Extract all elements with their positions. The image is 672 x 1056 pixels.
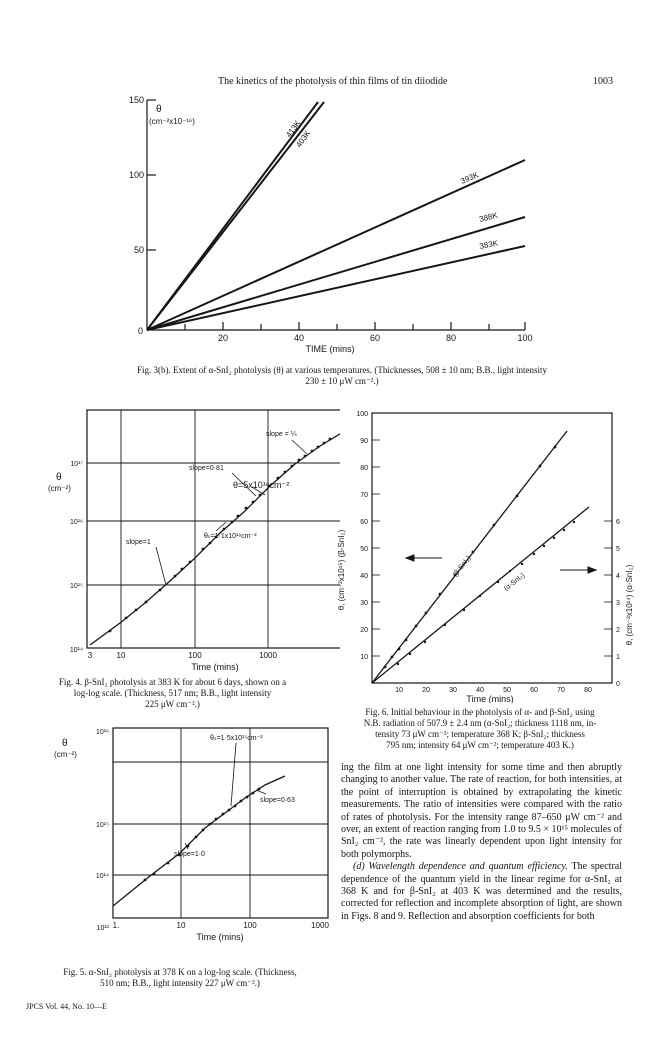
fig5-xtick: 10 [176,921,186,930]
fig5-ytick: 10¹⁵ [95,822,109,829]
fig3b-label-388k: 388K [478,210,499,224]
fig6-ytick-left: 10 [360,654,368,661]
fig6-ytick-left: 40 [360,573,368,580]
fig4-xtick: 3 [87,651,93,660]
fig4-xtick: 10 [116,651,126,660]
fig6-caption-4: 795 nm; intensity 64 μW cm⁻²; temperature 403 K.) [386,740,574,750]
fig3b-xtick: 20 [217,333,229,343]
fig6-ytick-left: 70 [360,492,368,499]
fig6-xtick: 80 [584,687,592,694]
fig5-chart [20,718,340,948]
fig5-xtick: 1. [112,921,120,930]
fig6-xtick: 40 [476,687,484,694]
fig6-ytick-right: 4 [616,573,620,580]
fig5-ylabel-theta: θ [62,738,68,749]
fig5-annotation-theta-s: θₛ=1·5x10¹⁵cm⁻² [210,735,263,742]
fig4-ylabel-units: (cm⁻²) [48,484,71,493]
body-paragraph-2-heading: (d) Wavelength dependence and quantum efficiency. [353,861,568,873]
fig4-ytick: 10¹⁷ [70,461,83,468]
footer-journal: JPCS Vol. 44, No. 10—E [26,1002,107,1011]
fig4-annotation-slope-081: slope=0·81 [189,465,224,472]
fig6-ytick-left: 30 [360,600,368,607]
fig4-chart [20,398,340,676]
fig4-ytick: 10¹⁴ [69,647,83,654]
fig6-xtick: 30 [449,687,457,694]
fig3b-chart [100,90,550,360]
fig6-chart [330,405,635,703]
fig5-xtick: 100 [243,921,257,930]
fig6-xtick: 20 [422,687,430,694]
fig3b-line-388k [147,217,525,330]
fig6-label-alpha: (α-SnI₂) [502,572,527,593]
fig6-xtick: 70 [557,687,565,694]
fig6-caption-1: Fig. 6. Initial behaviour in the photolysis of α- and β-SnI₂ using [365,707,595,717]
svg-text:0: 0 [137,326,143,336]
fig4-caption-2: log-log scale. (Thickness, 517 nm; B.B., light intensity [73,688,272,698]
fig3b-ytick: 50 [133,245,144,255]
fig3b-caption-1: Fig. 3(b). Extent of α-SnI₂ photolysis (θ) at various temperatures. (Thicknesses, 508 ± 10 nm; B.B., light intensity [136,365,548,375]
fig5-caption-2: 510 nm; B.B., light intensity 227 μW cm⁻².) [100,978,260,988]
fig4-ytick: 10¹⁵ [69,583,83,590]
fig4-xlabel: Time (mins) [191,662,239,672]
fig6-xtick: 60 [530,687,538,694]
fig6-left-axis-label: θ, (cm⁻²x10¹⁵) (β-SnI₂) [337,529,346,611]
fig6-right-axis-label: θ, (cm⁻²x10¹⁴) (α-SnI₂) [625,564,634,646]
page-number: 1003 [593,76,613,87]
fig6-ytick-left: 50 [360,546,368,553]
fig3b-line-393k [147,160,525,330]
fig6-label-beta: (β-SnI₂) [452,554,473,579]
fig4-xtick: 100 [188,651,202,660]
running-title: The kinetics of the photolysis of thin films of tin diiodide [218,76,448,87]
fig6-ytick-right: 3 [616,600,620,607]
fig6-ytick-left: 90 [360,438,368,445]
fig3b-xtick: 60 [369,333,381,343]
fig4-annotation-slope-quarter: slope = ¼ [266,431,297,438]
fig6-ytick-left: 100 [356,411,368,418]
fig6-ytick-right: 6 [616,519,620,526]
fig4-annotation-theta-s: θₛ=1·1x10¹⁶cm⁻² [204,533,257,540]
fig3b-ylabel-units: (cm⁻²x10⁻¹⁶) [149,117,195,126]
fig6-ytick-left: 60 [360,519,368,526]
body-paragraph-1: ing the film at one light intensity for some time and then abruptly changing to another value. The rate of reaction, for both intensities, at the point of interruption is obtained by extrapolating the kinetic measurements. The ratio of intensities were compared with the ratio of rates of photolysis. For the intensity range 87–650 μW cm⁻² and over, an extent of reaction ranging from 1.0 to 9.5 × 10¹⁵ molecules of SnI₂ cm⁻², the rate was linearly dependent upon light intensity for both polymorphs. [341,762,622,860]
fig3b-xtick: 100 [517,333,533,343]
fig3b-xtick: 40 [293,333,305,343]
fig5-curve [113,776,285,906]
fig3b-label-383k: 383K [478,238,499,251]
fig5-xtick: 1000 [311,921,329,930]
fig4-caption-3: 225 μW cm⁻².) [145,699,200,709]
fig3b-line-383k [147,246,525,330]
body-paragraph-2 [341,861,622,923]
fig6-caption-3: tensity 73 μW cm⁻²; temperature 368 K; β-SnI₂; thickness [375,729,585,739]
fig3b-label-413k: 413K [284,118,303,140]
fig4-annotation-theta: θ=5x10¹⁶cm⁻² [233,480,290,490]
fig5-ytick: 10¹⁶ [96,729,109,736]
fig3b-caption-2: 230 ± 10 μW cm⁻².) [305,376,379,386]
fig3b-label-403k: 403K [294,128,313,150]
fig4-ytick: 10¹⁶ [70,519,83,526]
fig4-xtick: 1000 [259,651,277,660]
fig3b-label-393k: 393K [459,170,480,186]
body-paragraph-2-text: The spectral dependence of the quantum yield in the linear regime for α-SnI₂ at 368 K and for β-SnI₂ at 403 K was determined and the results, corrected for reflection and incomplete absorption of light, are shown in Figs. 8 and 9. Reflection and absorption coefficients for both [341,861,623,922]
body-text-column [341,762,622,923]
fig3b-xtick: 80 [445,333,457,343]
fig6-xtick: 10 [395,687,403,694]
fig5-annotation-slope-063: slope=0·63 [260,797,295,804]
fig3b-xlabel: TIME (mins) [305,344,355,354]
fig5-caption-1: Fig. 5. α-SnI₂ photolysis at 378 K on a log-log scale. (Thickness, [63,967,297,977]
fig4-annotation-slope-1: slope=1 [126,539,151,546]
fig6-ytick-right: 5 [616,546,620,553]
fig6-xlabel: Time (mins) [466,694,514,703]
fig3b-ytick: 150 [128,95,144,105]
fig5-ylabel-units: (cm⁻²) [54,750,77,759]
fig6-caption-2: N.B. radiation of 507.9 ± 2.4 nm (α-SnI₂; thickness 1118 nm, in- [363,718,597,728]
fig3b-ytick: 100 [128,170,144,180]
fig6-ytick-right: 2 [616,627,620,634]
fig6-ytick-left: 20 [360,627,368,634]
fig5-xlabel: Time (mins) [196,932,244,942]
fig6-ytick-right: 1 [616,654,620,661]
fig4-ylabel-theta: θ [56,472,62,483]
fig6-ytick-right: 0 [616,681,620,688]
fig5-ytick: 10¹⁴ [95,873,109,880]
fig3b-ylabel-theta: θ [156,104,162,115]
fig6-ytick-left: 80 [360,465,368,472]
fig4-caption-1: Fig. 4. β-SnI₂ photolysis at 383 K for about 6 days, shown on a [58,677,287,687]
fig5-ytick: 10¹³ [96,925,109,932]
fig5-annotation-slope-10: slope=1·0 [174,851,205,858]
fig6-xtick: 50 [503,687,511,694]
